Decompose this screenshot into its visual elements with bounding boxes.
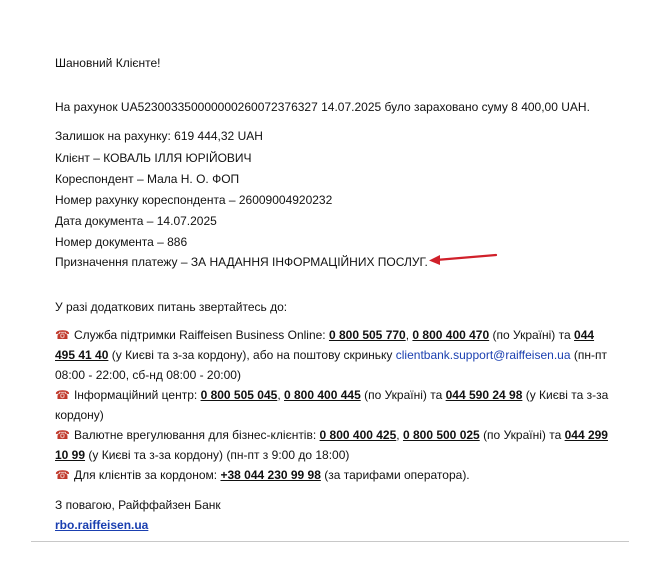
divider: [31, 541, 629, 542]
support-phone-2[interactable]: 0 800 400 470: [412, 328, 490, 342]
phone-icon: ☎: [55, 388, 70, 402]
support-kyiv-note: (у Києві та з-за кордону), або на поштову скриньку: [111, 348, 393, 362]
detail-payment-purpose: Призначення платежу – ЗА НАДАННЯ ІНФОРМАЦІЙНИХ ПОСЛУГ.: [55, 255, 428, 269]
detail-document-date: Дата документа – 14.07.2025: [55, 214, 217, 228]
abroad-note: (за тарифами оператора).: [324, 468, 470, 482]
currency-separator: ,: [396, 428, 400, 442]
info-separator: ,: [277, 388, 281, 402]
detail-correspondent-account: Номер рахунку кореспондента – 26009004920232: [55, 193, 333, 207]
red-arrow-icon: [428, 252, 498, 266]
contact-support: [55, 325, 610, 385]
currency-phone-2[interactable]: 0 800 500 025: [402, 428, 480, 442]
sign-off: З повагою, Райффайзен Банк: [55, 498, 221, 512]
support-hours: (пн-пт 08:00 - 22:00, сб-нд 08:00 - 20:00): [55, 348, 607, 382]
questions-intro: У разі додаткових питань звертайтесь до:: [55, 300, 288, 314]
contact-currency-regulation: [55, 425, 610, 465]
detail-balance: Залишок на рахунку: 619 444,32 UAH: [55, 129, 263, 143]
info-phone-2[interactable]: 0 800 400 445: [284, 388, 361, 402]
currency-phone-3[interactable]: 044 299 10 99: [55, 428, 608, 462]
info-phone-1[interactable]: 0 800 505 045: [200, 388, 278, 402]
credit-notice: На рахунок UA523003350000000260072376327 14.07.2025 було зараховано суму 8 400,00 UAH.: [55, 100, 590, 114]
support-label: Служба підтримки Raiffeisen Business Online:: [73, 328, 326, 342]
website-link[interactable]: rbo.raiffeisen.ua: [55, 518, 149, 532]
support-ua-note: (по Україні) та: [492, 328, 571, 342]
info-label: Інформаційний центр:: [73, 388, 198, 402]
currency-phone-1[interactable]: 0 800 400 425: [319, 428, 397, 442]
abroad-label: Для клієнтів за кордоном:: [73, 468, 218, 482]
detail-client: Клієнт – КОВАЛЬ ІЛЛЯ ЮРІЙОВИЧ: [55, 151, 252, 165]
currency-label: Валютне врегулювання для бізнес-клієнтів:: [73, 428, 317, 442]
support-phone-1[interactable]: 0 800 505 770: [328, 328, 406, 342]
detail-correspondent: Кореспондент – Мала Н. О. ФОП: [55, 172, 240, 186]
contact-abroad: [55, 465, 610, 485]
support-email-link[interactable]: clientbank.support@raiffeisen.ua: [395, 348, 571, 362]
info-phone-3[interactable]: 044 590 24 98: [445, 388, 523, 402]
contact-info-center: [55, 385, 610, 425]
currency-kyiv-note: (у Києві та з-за кордону) (пн-пт з 9:00 до 18:00): [88, 448, 350, 462]
info-kyiv-note: (у Києві та з-за кордону): [55, 388, 609, 422]
greeting: Шановний Клієнте!: [55, 56, 161, 70]
support-separator: ,: [405, 328, 410, 342]
info-ua-note: (по Україні) та: [364, 388, 443, 402]
phone-icon: ☎: [55, 328, 70, 342]
detail-document-number: Номер документа – 886: [55, 235, 188, 249]
currency-ua-note: (по Україні) та: [483, 428, 562, 442]
support-phone-3[interactable]: 044 495 41 40: [55, 328, 595, 362]
phone-icon: ☎: [55, 468, 70, 482]
abroad-phone[interactable]: +38 044 230 99 98: [220, 468, 321, 482]
phone-icon: ☎: [55, 428, 70, 442]
